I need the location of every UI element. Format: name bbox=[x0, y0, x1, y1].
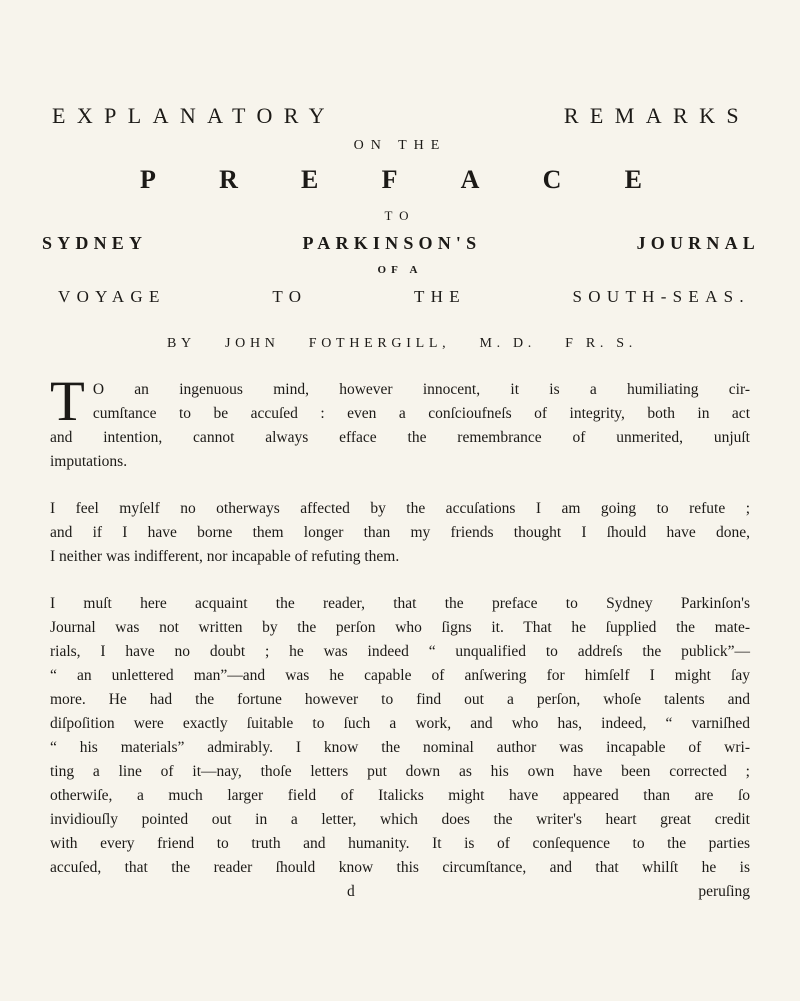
text-line: accuſed, that the reader ſhould know this circumſtance, and that whilſt he is bbox=[50, 859, 750, 876]
text-line: I neither was indifferent, nor incapable of refuting them. bbox=[50, 548, 400, 565]
author-byline bbox=[167, 336, 637, 352]
title-to: TO bbox=[384, 208, 416, 223]
title-word: VOYAGE bbox=[58, 287, 166, 306]
title-letter: C bbox=[542, 165, 562, 194]
text-line: with every friend to truth and humanity. It is of conſequence to the parties bbox=[50, 835, 750, 852]
text-line: more. He had the fortune however to find out a perſon, whoſe talents and bbox=[50, 691, 750, 708]
text-line: and intention, cannot always efface the remembrance of unmerited, unjuſt bbox=[50, 429, 750, 446]
text-line: otherwiſe, a much larger field of Italicks might have appeared than are ſo bbox=[50, 787, 750, 804]
title-word: EXPLANATORY bbox=[52, 103, 336, 128]
text-line: ting a line of it—nay, thoſe letters put down as his own have been corrected ; bbox=[50, 763, 750, 780]
byline-word: BY bbox=[167, 336, 196, 351]
title-word: THE bbox=[413, 287, 466, 306]
title-preface bbox=[140, 165, 642, 195]
title-word: PARKINSON'S bbox=[302, 233, 482, 253]
text-line: cumſtance to be accuſed : even a conſcioufneſs of integrity, both in act bbox=[92, 405, 750, 422]
text-line: I feel myſelf no otherways affected by the accuſations I am going to refute ; bbox=[50, 500, 750, 517]
signature-mark: d bbox=[347, 883, 355, 900]
title-explanatory-remarks bbox=[52, 103, 750, 131]
title-letter: R bbox=[219, 165, 238, 194]
title-letter: E bbox=[624, 165, 642, 194]
text-line: Journal was not written by the perſon who ſigns it. That he ſupplied the mate- bbox=[50, 619, 750, 636]
body-text bbox=[50, 370, 750, 904]
drop-cap: T bbox=[50, 370, 85, 433]
text-line: diſpoſition were exactly ſuitable to ſuch a work, and who has, indeed, “ varniſhed bbox=[50, 715, 750, 732]
paragraph-3 bbox=[50, 592, 750, 880]
title-letter: E bbox=[301, 165, 319, 194]
title-on-the: ON THE bbox=[353, 138, 447, 153]
byline-word: FOTHERGILL, bbox=[308, 336, 451, 351]
text-line: “ his materials” admirably. I know the nominal author was incapable of wri- bbox=[50, 739, 750, 756]
title-letter: P bbox=[140, 165, 156, 194]
byline-word: M. D. bbox=[479, 336, 537, 351]
paragraph-2 bbox=[50, 497, 750, 569]
text-line: imputations. bbox=[50, 453, 128, 470]
byline-word: F R. S. bbox=[565, 336, 637, 351]
title-sydney-parkinsons-journal bbox=[42, 233, 760, 254]
text-line: and if I have borne them longer than my friends thought I ſhould have done, bbox=[50, 524, 750, 541]
text-line: O an ingenuous mind, however innocent, it is a humiliating cir- bbox=[92, 381, 750, 398]
paragraph-1 bbox=[50, 370, 750, 474]
page-footer bbox=[50, 880, 750, 904]
text-line: I muſt here acquaint the reader, that the preface to Sydney Parkinſon's bbox=[50, 595, 750, 612]
title-word: SOUTH-SEAS. bbox=[572, 287, 750, 306]
title-word: TO bbox=[272, 287, 308, 306]
title-word: SYDNEY bbox=[42, 233, 148, 253]
title-letter: F bbox=[381, 165, 398, 194]
text-line: “ an unlettered man”—and was he capable of anſwering for himſelf I might ſay bbox=[50, 667, 750, 684]
title-letter: A bbox=[460, 165, 480, 194]
title-of-a: OF A bbox=[377, 264, 423, 276]
text-line: rials, I have no doubt ; he was indeed “ unqualified to addreſs the publick”— bbox=[50, 643, 750, 660]
catchword: peruſing bbox=[698, 883, 750, 900]
byline-word: JOHN bbox=[225, 336, 280, 351]
title-word: REMARKS bbox=[563, 103, 750, 128]
title-word: JOURNAL bbox=[636, 233, 760, 253]
title-voyage bbox=[58, 287, 750, 307]
text-line: invidiouſly pointed out in a letter, which does the writer's heart great credit bbox=[50, 811, 750, 828]
